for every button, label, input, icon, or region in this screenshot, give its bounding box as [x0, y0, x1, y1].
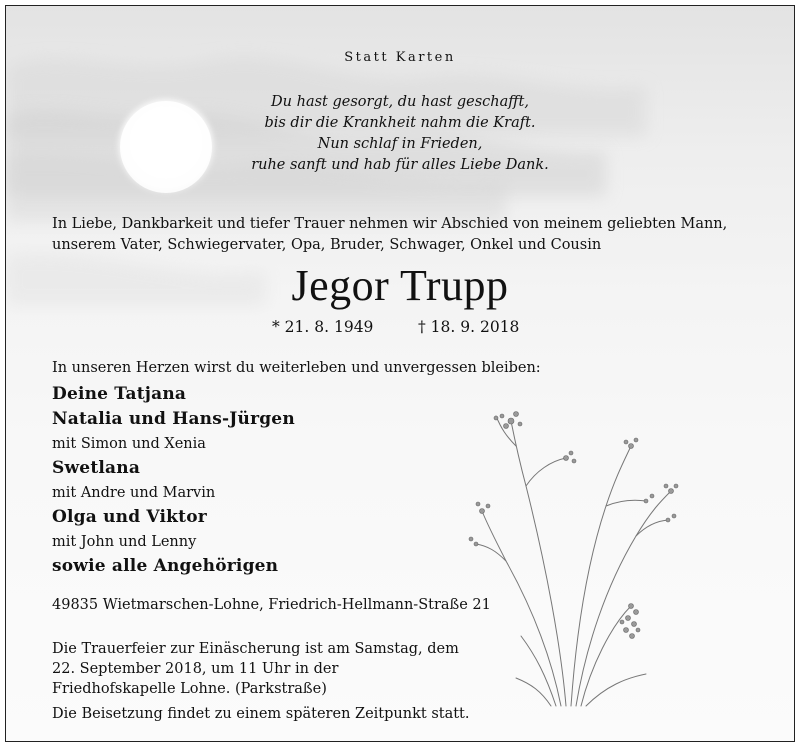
header-text: Statt Karten [344, 50, 456, 65]
obituary-card [5, 5, 795, 742]
family-member-name: Swetlana [52, 458, 141, 478]
poem-line: Nun schlaf in Frieden, [317, 136, 483, 152]
address: 49835 Wietmarschen-Lohne, Friedrich-Hellmann-Straße 21 [52, 597, 491, 613]
poem-line: ruhe sanft und hab für alles Liebe Dank. [251, 157, 549, 173]
intro-line: In Liebe, Dankbarkeit und tiefer Trauer nehmen wir Abschied von meinem geliebten Mann, [52, 216, 728, 232]
ceremony-line: Friedhofskapelle Lohne. (Parkstraße) [52, 681, 327, 697]
ceremony-line: 22. September 2018, um 11 Uhr in der [52, 661, 339, 677]
poem-line: Du hast gesorgt, du hast geschafft, [271, 94, 529, 110]
burial-note: Die Beisetzung findet zu einem späteren Zeitpunkt statt. [52, 706, 470, 722]
family-member-name: Natalia und Hans-Jürgen [52, 409, 295, 429]
death-date: † 18. 9. 2018 [418, 318, 520, 336]
seed-heads [469, 412, 678, 639]
poem-line: bis dir die Krankheit nahm die Kraft. [264, 115, 536, 131]
family-member-name: Deine Tatjana [52, 384, 187, 404]
ceremony-line: Die Trauerfeier zur Einäscherung ist am Samstag, dem [52, 641, 459, 657]
birth-date: * 21. 8. 1949 [272, 318, 374, 336]
deceased-name: Jegor Trupp [291, 261, 509, 310]
poem [6, 92, 794, 176]
remembrance-line: In unseren Herzen wirst du weiterleben und unvergessen bleiben: [52, 360, 541, 376]
family-list [52, 382, 295, 579]
ceremony-info [52, 639, 459, 699]
family-member-name: Olga und Viktor [52, 507, 207, 527]
family-member-children: mit John und Lenny [52, 534, 197, 550]
intro-text [52, 214, 727, 256]
family-member-children: mit Simon und Xenia [52, 436, 206, 452]
family-member-children: mit Andre und Marvin [52, 485, 216, 501]
intro-line: unserem Vater, Schwiegervater, Opa, Bruder, Schwager, Onkel und Cousin [52, 237, 602, 253]
family-member-name: sowie alle Angehörigen [52, 556, 279, 576]
